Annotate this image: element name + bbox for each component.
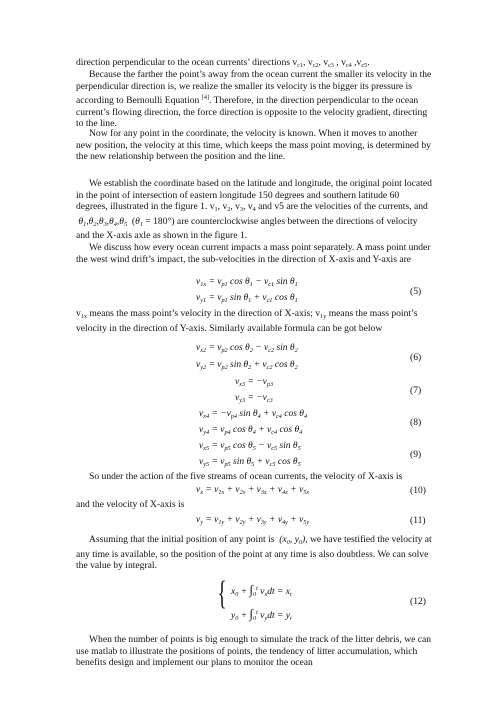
paragraph-6: $v_{1x}$ means the mass point’s velocity in the direction of X-axis; $v_{1y}$ means the mass point’s velocity in the direction of Y-axis. Similarly available formula can be got below	[76, 308, 418, 334]
equation-11-number: (11)	[410, 515, 426, 526]
equation-9b: $v_{y5} = v_{p5}$ $\sin \theta_5 + v_{c5}$ $\cos \theta_5$	[199, 457, 301, 468]
equation-12-number: (12)	[410, 596, 426, 607]
paragraph-7: So under the action of the five streams of ocean currents, the velocity of X-axis is	[89, 471, 403, 482]
paragraph-2: Because the farther the point’s away from the ocean current the smaller its velocity in the perpendicular direction is, we realize the smaller its velocity is the bigger its pressure is according to Bernoulli Equation [4]. Therefore, in the direction perpendicular to the ocean current’s flowing direction, the force direction is opposite to the velocity gradient, directing to the line.	[76, 69, 432, 130]
equation-11: $v_y = v_{1y} + v_{2y} + v_{3y} + v_{4y} + v_{5y}$	[196, 515, 310, 526]
equation-9a: $v_{x5} = v_{p5}$ $\cos \theta_5 - v_{c5}$ $\sin \theta_5$	[199, 441, 301, 452]
paragraph-10: When the number of points is big enough to simulate the track of the litter debris, we can use matlab to illustrate the positions of points, the tendency of litter accumulation, which benefits design and implement our plans to monitor the ocean	[76, 634, 432, 669]
paragraph-4: We establish the coordinate based on the latitude and longitude, the original point located in the point of intersection of eastern longitude 150 degrees and southern latitude 60 degrees, illustrated in the figure 1. $v_1$, $v_2$, $v_3$, $v_4$ and v5 are the velocities of the currents, and $\theta_1,\theta_2,\theta_3,\theta_4,\theta_5$ $(\theta_1 = 180^\circ)$ are counterclockwise angles between the directions of velocity and the X-axis axle as shown in the figure 1.	[76, 178, 432, 242]
paragraph-8: and the velocity of X-axis is	[76, 499, 185, 510]
equation-5-number: (5)	[410, 286, 422, 297]
equation-12a: $x_0 + \int_0^t$ $v_xdt = x_t$	[231, 582, 292, 598]
paragraph-5: We discuss how every ocean current impacts a mass point separately. A mass point under the west wind drift’s impact, the sub-velocities in the direction of X-axis and Y-axis are	[76, 242, 431, 265]
paragraph-3: Now for any point in the coordinate, the velocity is known. When it moves to another new position, the velocity at this time, which keeps the mass point moving, is determined by the new relationship between the position and the line.	[76, 128, 431, 163]
equation-6b: $v_{y2} = v_{p2}$ $\sin \theta_2 + v_{c2}$ $\cos \theta_2$	[196, 360, 298, 371]
equation-9-number: (9)	[410, 449, 422, 460]
paragraph-1: direction perpendicular to the ocean currents’ directions $v_{c1}$, $v_{c2}$, $v_{c3}$ , $v_{c4}$ $,v_{c5}$.	[76, 57, 370, 69]
equation-5a: $v_{1x} = v_{p1}$ $\cos \theta_1 - v_{c1}$ $\sin \theta_1$	[196, 277, 298, 288]
equation-7b: $v_{y3} = -v_{c3}$	[235, 393, 273, 404]
equation-6-number: (6)	[410, 352, 422, 363]
equation-7a: $v_{x3} = -v_{p3}$	[235, 377, 274, 388]
equation-8b: $v_{y4} = v_{p4}$ $\cos \theta_4 + v_{c4}$ $\cos \theta_4$	[199, 425, 303, 436]
equation-8a: $v_{x4} = -v_{p4}$ $\sin \theta_4 + v_{c4}$ $\cos \theta_4$	[199, 409, 308, 420]
equation-12b: $y_0 + \int_0^t$ $v_ydt = y_t$	[231, 606, 292, 622]
equation-10-number: (10)	[410, 485, 426, 496]
equation-5b: $v_{y1} = v_{p1}$ $\sin \theta_1 + v_{c1}$ $\cos \theta_1$	[196, 293, 298, 304]
paper-page: direction perpendicular to the ocean currents’ directions $v_{c1}$, $v_{c2}$, $v_{c3}$ , $v_{c4}$ $,v_{c5}$. Because the farther the point’s away from the ocean current the smaller its velocity in the perpendicular direction is, we realize the smaller its velocity is the bigger its pressure is according to Bernoulli Equation [4]. Therefore, in the direction perpendicular to the ocean current’s flowing direction, the force direction is opposite to the velocity gradient, directing to the line. Now for any point in the coordinate, the velocity is known. When it moves to another new position, the velocity at this time, which keeps the mass point moving, is determined by the new relationship between the position and the line. We establish the coordinate based on the latitude and longitude, the original point located in the point of intersection of eastern longitude 150 degrees and southern latitude 60 degrees, illustrated in the figure 1. $v_1$, $v_2$, $v_3$, $v_4$ and v5 are the velocities of the currents, and $\theta_1,\theta_2,\theta_3,\theta_4,\theta_5$ $(\theta_1 = 180^\circ)$ are counterclockwise angles between the directions of velocity and the X-axis axle as shown in the figure 1. We discuss how every ocean current impacts a mass point separately. A mass point under the west wind drift’s impact, the sub-velocities in the direction of X-axis and Y-axis are $v_{1x} = v_{p1}$ $\cos \theta_1 - v_{c1}$ $\sin \theta_1$ $v_{y1} = v_{p1}$ $\sin \theta_1 + v_{c1}$ $\cos \theta_1$ (5) $v_{1x}$ means the mass point’s velocity in the direction of X-axis; $v_{1y}$ means the mass point’s velocity in the direction of Y-axis. Similarly available formula can be got below $v_{x2} = v_{p2}$ $\cos \theta_2 - v_{c2}$ $\sin \theta_2$ $v_{y2} = v_{p2}$ $\sin \theta_2 + v_{c2}$ $\cos \theta_2$ (6) $v_{x3} = -v_{p3}$ $v_{y3} = -v_{c3}$ (7) $v_{x4} = -v_{p4}$ $\sin \theta_4 + v_{c4}$ $\cos \theta_4$ $v_{y4} = v_{p4}$ $\cos \theta_4 + v_{c4}$ $\cos \theta_4$ (8) $v_{x5} = v_{p5}$ $\cos \theta_5 - v_{c5}$ $\sin \theta_5$ $v_{y5} = v_{p5}$ $\sin \theta_5 + v_{c5}$ $\cos \theta_5$ (9) So under the action of the five streams of ocean currents, the velocity of X-axis is $v_x = v_{1x} + v_{2x} + v_{3x} + v_{4x} + v_{5x}$ (10) and the velocity of X-axis is $v_y = v_{1y} + v_{2y} + v_{3y} + v_{4y} + v_{5y}$ (11) Assuming that the initial position of any point is ($x_0$, $y_0$), we have testified the velocity at any time is available, so the position of the point at any time is also doubtless. We can solve the value by integral. { $x_0 + \int_0^t$ $v_xdt = x_t$ $y_0 + \int_0^t$ $v_ydt = y_t$ (12) When the number of points is big enough to simulate the track of the litter debris, we can use matlab to illustrate the positions of points, the tendency of litter accumulation, which benefits design and implement our plans to monitor the ocean	[76, 57, 432, 669]
equation-7-number: (7)	[410, 385, 422, 396]
paragraph-9: Assuming that the initial position of any point is ($x_0$, $y_0$), we have testified the velocity at any time is available, so the position of the point at any time is also doubtless. We can solve the value by integral.	[76, 534, 432, 572]
equation-8-number: (8)	[410, 417, 422, 428]
equation-10: $v_x = v_{1x} + v_{2x} + v_{3x} + v_{4x} + v_{5x}$	[196, 485, 310, 496]
equation-6a: $v_{x2} = v_{p2}$ $\cos \theta_2 - v_{c2}$ $\sin \theta_2$	[196, 343, 298, 354]
